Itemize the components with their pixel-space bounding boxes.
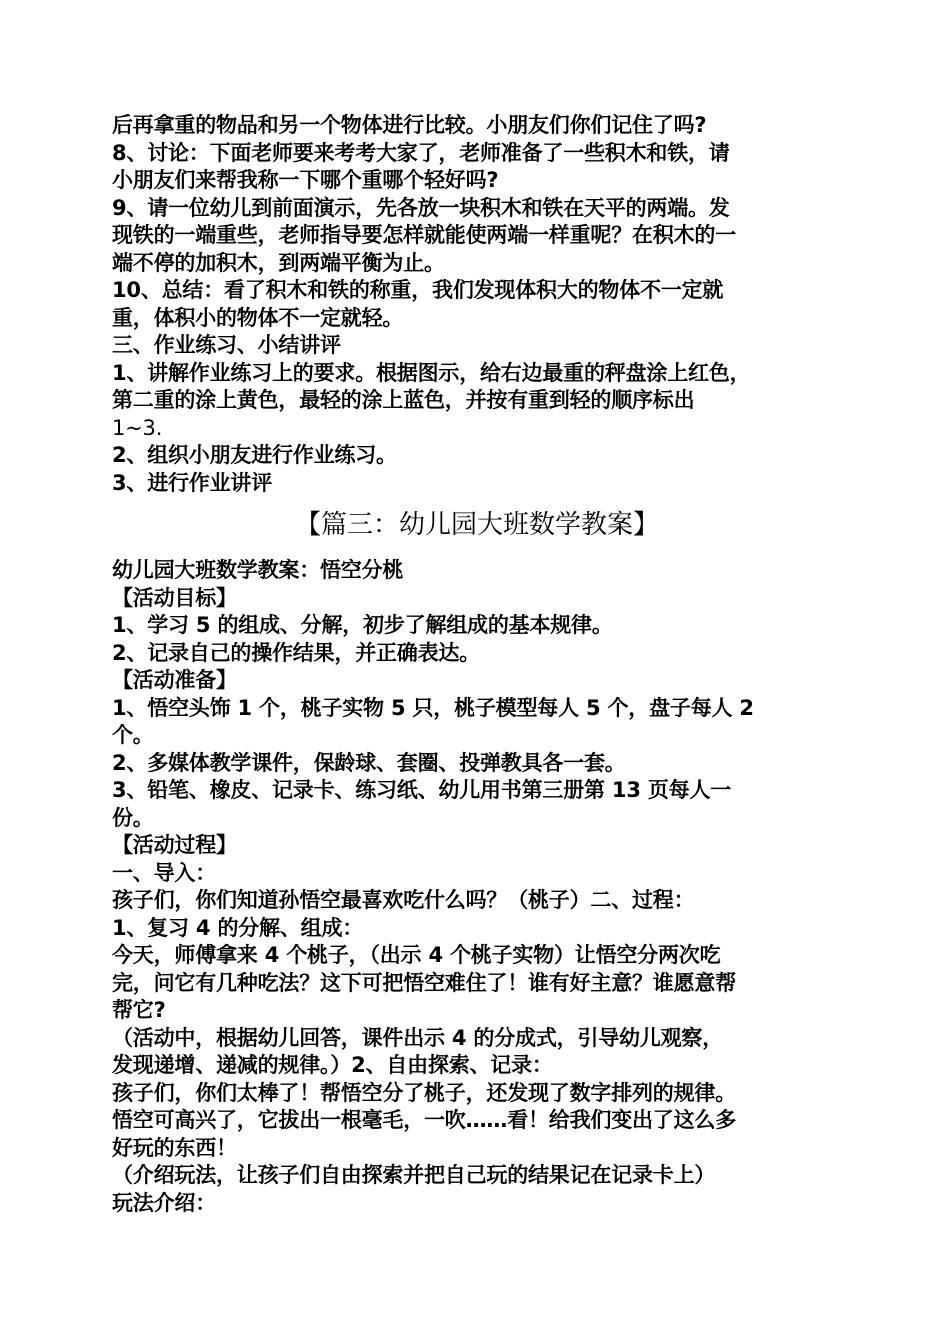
text-line: 孩子们，你们知道孙悟空最喜欢吃什么吗？（桃子）二、过程：	[112, 888, 695, 912]
text-line: 后再拿重的物品和另一个物体进行比较。小朋友们你们记住了吗?	[112, 113, 707, 137]
text-line: 好玩的东西！	[112, 1135, 237, 1160]
text-line: 帮它?	[112, 998, 166, 1022]
text-line: 1~3.	[112, 415, 163, 440]
text-line: （活动中，根据幼儿回答，课件出示 4 的分成式，引导幼儿观察，	[112, 1025, 724, 1050]
text-line: 2、多媒体教学课件，保龄球、套圈、投弹教具各一套。	[112, 750, 626, 775]
text-line: 2、记录自己的操作结果，并正确表达。	[112, 640, 481, 665]
text-line: 个。	[112, 723, 154, 747]
text-line: 10、总结：看了积木和铁的称重，我们发现体积大的物体不一定就	[112, 278, 724, 302]
text-line: 一、导入：	[112, 860, 216, 885]
text-line: 孩子们，你们太棒了！帮悟空分了桃子，还发现了数字排列的规律。	[112, 1080, 736, 1105]
lesson-plan-part-three	[112, 557, 842, 1217]
text-line: 小朋友们来帮我称一下哪个重哪个轻好吗?	[112, 168, 499, 192]
section-title: 【篇三：幼儿园大班数学教案】	[294, 510, 659, 540]
text-line: 发现递增、递减的规律。）2、自由探索、记录：	[112, 1053, 553, 1077]
lesson-plan-part-two	[112, 112, 842, 497]
text-line: 重，体积小的物体不一定就轻。	[112, 305, 404, 330]
text-line: 第二重的涂上黄色，最轻的涂上蓝色，并按有重到轻的顺序标出	[112, 388, 695, 412]
text-line: 份。	[112, 805, 154, 830]
section-heading: 【活动准备】	[112, 668, 237, 692]
text-line: 完，问它有几种吃法？这下可把悟空难住了！谁有好主意？谁愿意帮	[112, 970, 736, 995]
text-line: 8、讨论：下面老师要来考考大家了，老师准备了一些积木和铁，请	[112, 140, 730, 165]
text-line: 玩法介绍：	[112, 1190, 216, 1215]
text-line: 1、学习 5 的组成、分解，初步了解组成的基本规律。	[112, 613, 613, 637]
text-line: 1、复习 4 的分解、组成：	[112, 915, 364, 940]
text-line: （介绍玩法，让孩子们自由探索并把自己玩的结果记在记录卡上）	[112, 1163, 716, 1187]
text-line: 1、悟空头饰 1 个，桃子实物 5 只，桃子模型每人 5 个，盘子每人 2	[112, 695, 754, 720]
text-line: 9、请一位幼儿到前面演示，先各放一块积木和铁在天平的两端。发	[112, 195, 730, 220]
text-line: 今天，师傅拿来 4 个桃子，（出示 4 个桃子实物）让悟空分两次吃	[112, 943, 721, 967]
section-heading: 【活动过程】	[112, 833, 237, 857]
text-line: 3、进行作业讲评	[112, 470, 273, 495]
document-page	[112, 112, 842, 1217]
section-heading: 三、作业练习、小结讲评	[112, 333, 341, 357]
section-heading: 【活动目标】	[112, 585, 237, 610]
lesson-title: 幼儿园大班数学教案：悟空分桃	[112, 558, 404, 582]
text-line: 3、铅笔、橡皮、记录卡、练习纸、幼儿用书第三册第 13 页每人一	[112, 778, 732, 802]
text-line: 1、讲解作业练习上的要求。根据图示，给右边最重的秤盘涂上红色，	[112, 360, 751, 385]
text-line: 端不停的加积木，到两端平衡为止。	[112, 250, 445, 275]
text-line: 现铁的一端重些，老师指导要怎样就能使两端一样重呢？在积木的一	[112, 223, 736, 247]
text-line: 2、组织小朋友进行作业练习。	[112, 443, 397, 467]
text-line: 悟空可高兴了，它拔出一根毫毛，一吹……看！给我们变出了这么多	[112, 1108, 736, 1132]
